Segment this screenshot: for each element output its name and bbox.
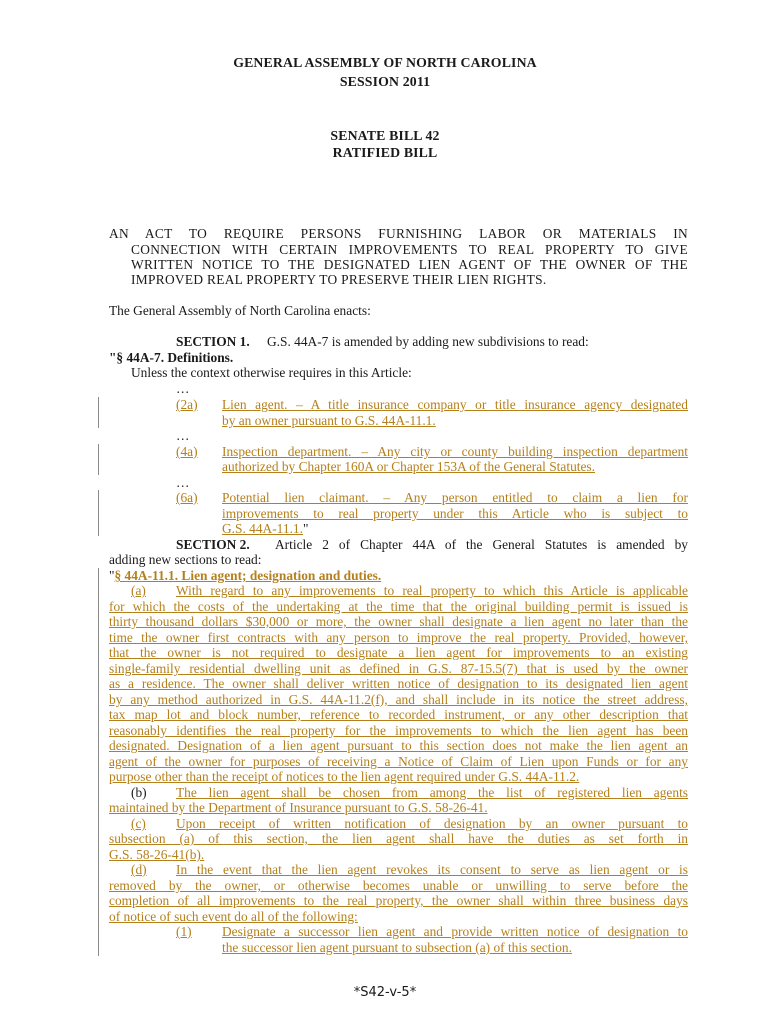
section-2-text: adding new sections to read: [109, 552, 262, 567]
paragraph-line: by any method authorized in G.S. 44A-11.2(f), and shall include in its notice the street address, [109, 692, 688, 707]
definition-number: (6a) [176, 490, 198, 505]
paragraph-line: that the owner is not required to designate a lien agent for improvements to an existing [109, 645, 688, 660]
paragraph-line: for which the costs of the undertaking at the time that the original building permit is issued is [109, 599, 688, 614]
change-bar [98, 490, 99, 536]
definition-text: Lien agent. – A title insurance company or title insurance agency designated [222, 397, 688, 412]
act-title-line: AN ACT TO REQUIRE PERSONS FURNISHING LABOR OR MATERIALS IN [109, 226, 688, 241]
subsection-number: (a) [131, 583, 146, 598]
bill-status: RATIFIED BILL [332, 145, 438, 160]
subsection-number: (b) [131, 785, 147, 800]
section-heading-text: § 44A-11.1. Lien agent; designation and duties. [114, 568, 382, 583]
enacting-clause: The General Assembly of North Carolina enacts: [109, 303, 371, 318]
paragraph-line: designated. Designation of a lien agent pursuant to this section does not make the lien agent an [109, 738, 688, 753]
bill-number: SENATE BILL 42 [330, 128, 440, 143]
paragraph-line: G.S. 58-26-41(b). [109, 847, 205, 862]
section-heading: "§ 44A-7. Definitions. [109, 350, 234, 365]
definition-text: by an owner pursuant to G.S. 44A-11.1. [222, 413, 436, 428]
paragraph-line: In the event that the lien agent revokes its consent to serve as lien agent or is [176, 862, 688, 877]
paragraph-line: time the owner first contracts with any person to improve the real property. Provided, however, [109, 630, 688, 645]
section-1-text: G.S. 44A-7 is amended by adding new subdivisions to read: [267, 334, 589, 349]
paragraph-line: agent of the owner for purposes of receiving a Notice of Claim of Lien upon Funds or for any [109, 754, 688, 769]
paragraph-line: the successor lien agent pursuant to subsection (a) of this section. [222, 940, 572, 955]
paragraph-line: tax map lot and block number, reference to recorded instrument, or any other description that [109, 707, 688, 722]
change-bar [98, 397, 99, 428]
paragraph-line: single-family residential dwelling unit as defined in G.S. 87-15.5(7) that is used by the owner [109, 661, 688, 676]
assembly-name: GENERAL ASSEMBLY OF NORTH CAROLINA [233, 55, 537, 70]
new-section-heading [109, 568, 381, 584]
ellipsis: … [176, 475, 190, 490]
act-title-line: IMPROVED REAL PROPERTY TO PRESERVE THEIR LIEN RIGHTS. [131, 272, 547, 287]
paragraph-line: removed by the owner, or otherwise becomes unable or unwilling to serve before the [109, 878, 688, 893]
definition-number: (4a) [176, 444, 198, 459]
paragraph-line: The lien agent shall be chosen from among the list of registered lien agents [176, 785, 688, 800]
section-1-label: SECTION 1. [176, 334, 250, 349]
session-label: SESSION 2011 [339, 74, 431, 89]
paragraph-line: Upon receipt of written notification of designation by an owner pursuant to [176, 816, 688, 831]
document-footer: *S42-v-5* [353, 985, 417, 1000]
definition-text: Potential lien claimant. – Any person entitled to claim a lien for [222, 490, 688, 505]
ellipsis: … [176, 428, 190, 443]
definition-number: (2a) [176, 397, 198, 412]
change-bar [98, 444, 99, 475]
subsection-number: (c) [131, 816, 146, 831]
paragraph-line: thirty thousand dollars $30,000 or more, the owner shall designate a lien agent no later than the [109, 614, 688, 629]
definition-last-line [222, 521, 308, 537]
paragraph-line: as a residence. The owner shall deliver written notice of designation to its designated lien agent [109, 676, 688, 691]
section-intro: Unless the context otherwise requires in this Article: [131, 365, 412, 380]
paragraph-line: of notice of such event do all of the following: [109, 909, 358, 924]
section-2-text: Article 2 of Chapter 44A of the General Statutes is amended by [275, 537, 688, 552]
definition-text: authorized by Chapter 160A or Chapter 153A of the General Statutes. [222, 459, 595, 474]
change-bar [98, 568, 99, 956]
act-title-line: WRITTEN NOTICE TO THE DESIGNATED LIEN AGENT OF THE OWNER OF THE [131, 257, 688, 272]
definition-text: Inspection department. – Any city or county building inspection department [222, 444, 688, 459]
paragraph-line: subsection (a) of this section, the lien agent shall have the duties as set forth in [109, 831, 688, 846]
definition-text: improvements to real property under this Article who is subject to [222, 506, 688, 521]
paragraph-line: maintained by the Department of Insurance pursuant to G.S. 58-26-41. [109, 800, 488, 815]
paragraph-line: completion of all improvements to the real property, the owner shall within three business days [109, 893, 688, 908]
paragraph-line: reasonably identifies the real property for the improvements to which the lien agent has been [109, 723, 688, 738]
closing-quote: " [302, 521, 309, 536]
paragraph-line: With regard to any improvements to real property to which this Article is applicable [176, 583, 688, 598]
ellipsis: … [176, 381, 190, 396]
section-2-label: SECTION 2. [176, 537, 250, 552]
subsection-number: (d) [131, 862, 147, 877]
opening-quote: " [109, 568, 115, 583]
paragraph-line: Designate a successor lien agent and provide written notice of designation to [222, 924, 688, 939]
definition-text: G.S. 44A-11.1. [222, 521, 303, 536]
paragraph-line: purpose other than the receipt of notices to the lien agent required under G.S. 44A-11.2. [109, 769, 580, 784]
act-title-line: CONNECTION WITH CERTAIN IMPROVEMENTS TO REAL PROPERTY TO GIVE [131, 242, 688, 257]
subdivision-number: (1) [176, 924, 192, 939]
